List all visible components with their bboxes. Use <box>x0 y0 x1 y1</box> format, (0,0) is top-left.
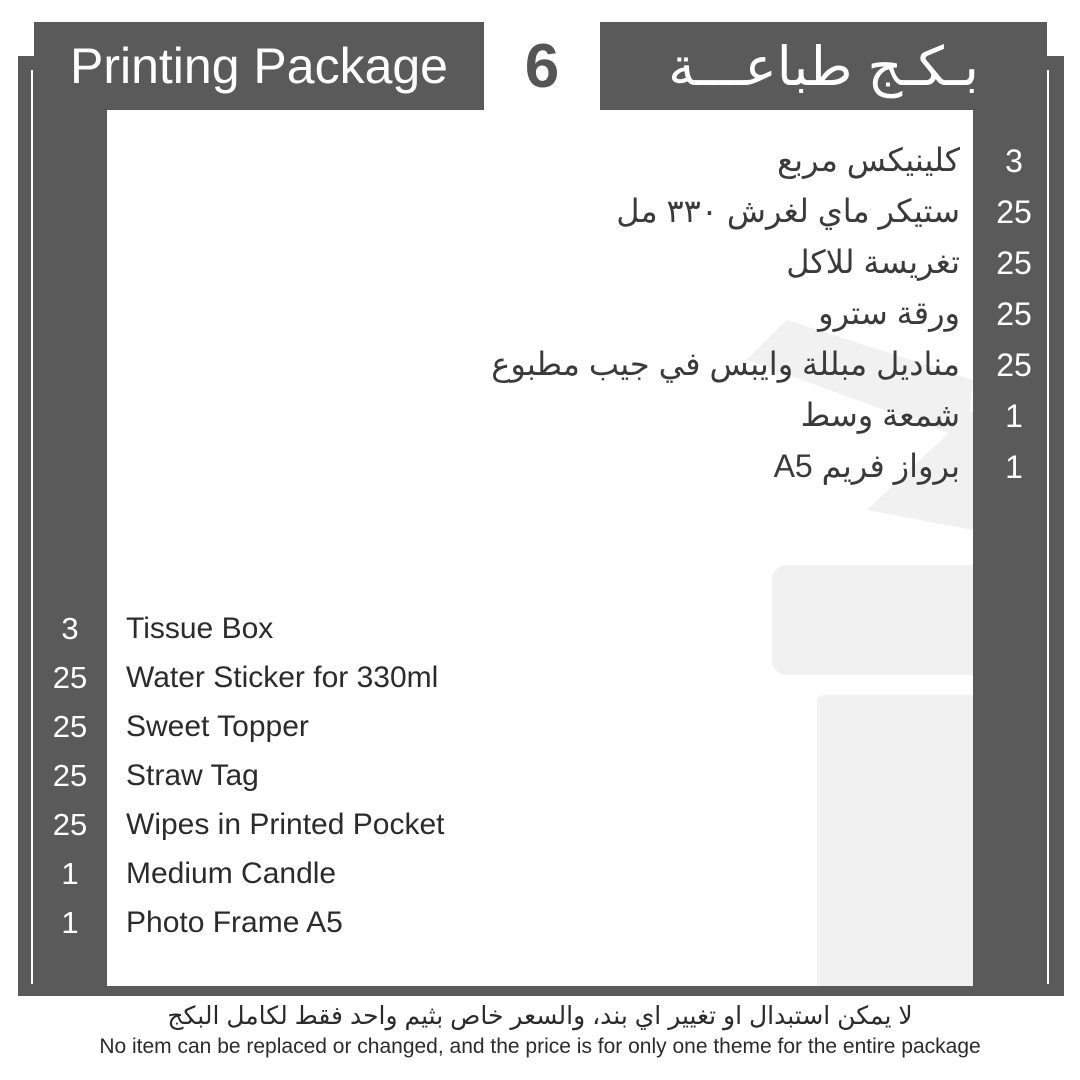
quantity-en: 25 <box>52 757 88 793</box>
quantity-ar: 1 <box>1005 449 1023 485</box>
quantity-en: 25 <box>52 708 88 744</box>
quantity-ar: 3 <box>1005 143 1023 179</box>
quantity-en: 1 <box>61 855 79 891</box>
quantity-en: 25 <box>52 659 88 695</box>
footer-note-arabic: لا يمكن استبدال او تغيير اي بند، والسعر خاص بثيم واحد فقط لكامل البكج <box>167 1002 913 1030</box>
title-english: Printing Package <box>34 22 484 110</box>
english-item-list <box>30 604 444 947</box>
footer-note-english: No item can be replaced or changed, and the price is for only one theme for the entire package <box>99 1035 981 1058</box>
list-item-en <box>30 653 444 702</box>
quantity-ar: 25 <box>996 194 1032 230</box>
quantity-en: 25 <box>52 806 88 842</box>
quantity-en: 1 <box>61 904 79 940</box>
list-item-en <box>30 898 444 947</box>
item-label-en: Photo Frame A5 <box>126 905 343 939</box>
quantity-ar: 25 <box>996 245 1032 281</box>
item-label-en: Tissue Box <box>126 611 274 645</box>
list-item-en <box>30 751 444 800</box>
quantity-ar: 1 <box>1005 398 1023 434</box>
list-item-en <box>30 604 444 653</box>
quantity-en: 3 <box>61 610 79 646</box>
item-label-en: Wipes in Printed Pocket <box>126 807 445 841</box>
item-label-en: Water Sticker for 330ml <box>126 660 439 694</box>
package-number: 6 <box>484 22 600 110</box>
list-item-ar: كلينيكس مربع <box>777 141 960 178</box>
item-label-en: Medium Candle <box>126 856 337 890</box>
quantity-ar: 25 <box>996 296 1032 332</box>
list-item-ar: ستيكر ماي لغرش ٣٣٠ مل <box>616 192 960 229</box>
list-item-ar: برواز فريم A5 <box>773 447 960 484</box>
list-item-en <box>30 702 444 751</box>
list-item-ar: شمعة وسط <box>800 396 960 433</box>
item-label-en: Straw Tag <box>126 758 259 792</box>
arabic-item-list <box>300 134 960 491</box>
list-item-en <box>30 800 444 849</box>
list-item-en <box>30 849 444 898</box>
list-item-ar: ورقة سترو <box>818 294 960 331</box>
list-item-ar: مناديل مبللة وايبس في جيب مطبوع <box>491 345 960 382</box>
list-item-ar: تغريسة للاكل <box>786 243 960 280</box>
title-arabic: بـكـج طباعـــة <box>600 22 1047 110</box>
quantity-ar: 25 <box>996 347 1032 383</box>
item-label-en: Sweet Topper <box>126 709 309 743</box>
